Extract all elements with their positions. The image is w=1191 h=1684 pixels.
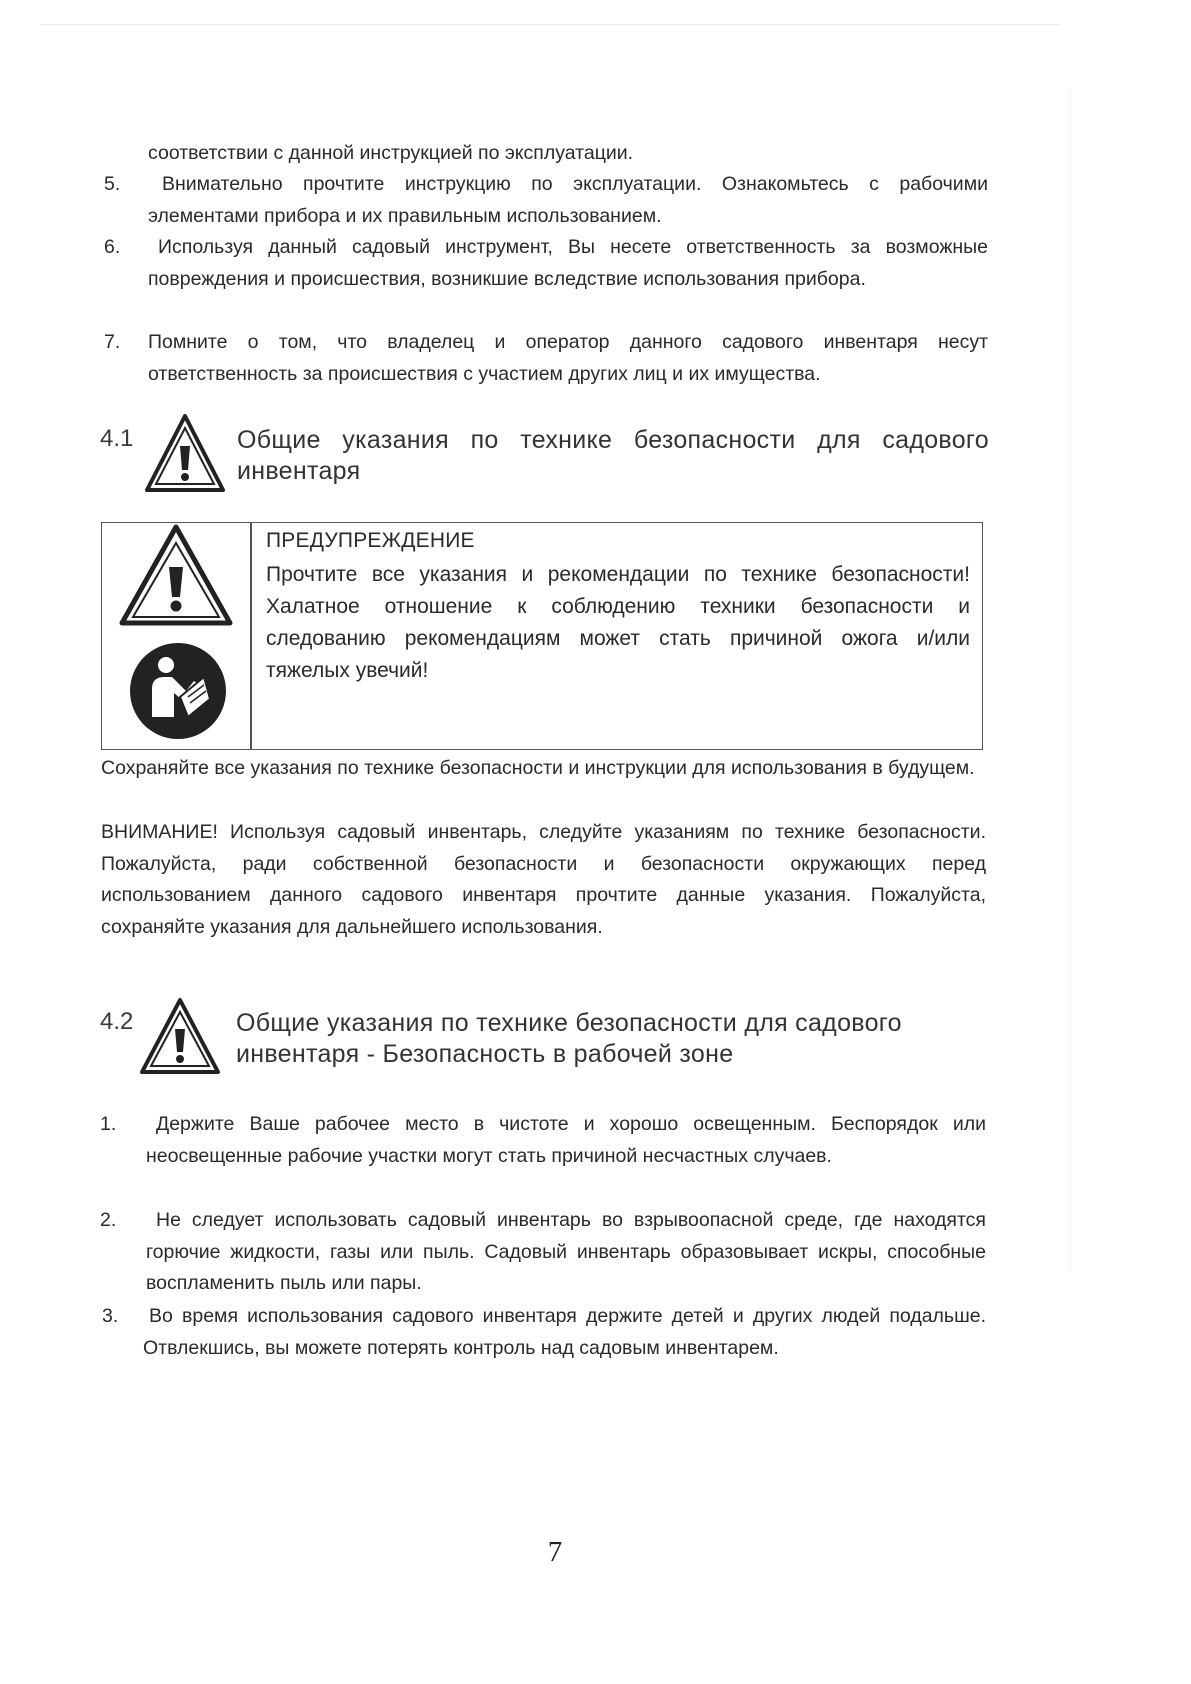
list-item: Внимательно прочтите инструкцию по эксплуатации. Ознакомьтесь с рабочими элементами прибора и их правильным использованием. (148, 173, 988, 227)
read-manual-icon (128, 641, 228, 741)
list-number: 5. (104, 173, 121, 195)
warning-title: ПРЕДУПРЕЖДЕНИЕ (266, 529, 475, 552)
scan-edge-line-right (1070, 90, 1071, 1270)
section-number: 4.1 (100, 425, 134, 452)
list-item: Помните о том, что владелец и оператор данного садового инвентаря несут ответственность за происшествия с участием других лиц и их имущества. (148, 331, 988, 385)
warning-triangle-icon (143, 412, 227, 494)
list-number: 1. (100, 1113, 117, 1135)
section-title: Общие указания по технике безопасности для садового инвентаря (237, 426, 989, 485)
warning-box-divider (250, 523, 252, 749)
page-number: 7 (547, 1536, 563, 1568)
warning-triangle-icon (138, 996, 222, 1076)
list-item: Во время использования садового инвентаря держите детей и других людей подальше. Отвлекшись, вы можете потерять контроль над садовым инвентарем. (143, 1305, 986, 1359)
warning-triangle-icon (118, 523, 234, 627)
section-number: 4.2 (100, 1008, 134, 1035)
warning-text: Прочтите все указания и рекомендации по технике безопасности! Халатное отношение к соблюдению техники безопасности и следованию рекомендациям может стать причиной ожога и/или тяжелых увечий! (266, 563, 970, 682)
scan-edge-line (40, 24, 1060, 25)
section-title: Общие указания по технике безопасности для садового инвентаря - Безопасность в рабочей зоне (236, 1009, 902, 1068)
keep-instructions-paragraph: Сохраняйте все указания по технике безопасности и инструкции для использования в будущем. (101, 757, 975, 779)
list-number: 2. (100, 1209, 117, 1231)
warning-box (101, 522, 983, 750)
list-number: 3. (102, 1305, 119, 1327)
list-number: 7. (104, 331, 121, 353)
list-item: Используя данный садовый инструмент, Вы несете ответственность за возможные повреждения и происшествия, возникшие вследствие использования прибора. (148, 236, 988, 290)
attention-paragraph: ВНИМАНИЕ! Используя садовый инвентарь, следуйте указаниям по технике безопасности. Пожалуйста, ради собственной безопасности и безопасности окружающих перед использованием данного садового инвентаря прочтите данные указания. Пожалуйста, сохраняйте указания для дальнейшего использования. (101, 821, 986, 938)
list-number: 6. (104, 236, 121, 258)
intro-continuation: соответствии с данной инструкцией по эксплуатации. (148, 142, 634, 164)
list-item: Не следует использовать садовый инвентарь во взрывоопасной среде, где находятся горючие жидкости, газы или пыль. Садовый инвентарь образовывает искры, способные воспламенить пыль или пары. (146, 1209, 986, 1294)
list-item: Держите Ваше рабочее место в чистоте и хорошо освещенным. Беспорядок или неосвещенные рабочие участки могут стать причиной несчастных случаев. (146, 1113, 986, 1167)
